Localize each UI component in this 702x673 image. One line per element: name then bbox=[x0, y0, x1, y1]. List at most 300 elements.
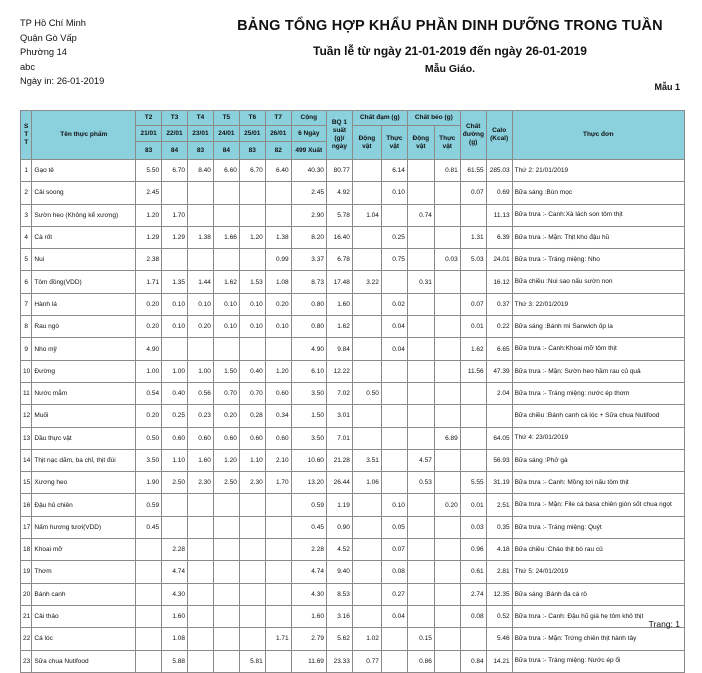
cell-fat-plant bbox=[434, 405, 460, 427]
cell-bq: 80.77 bbox=[326, 160, 352, 182]
cell-day: 2.28 bbox=[162, 539, 188, 561]
cell-day bbox=[136, 539, 162, 561]
cell-carb bbox=[460, 271, 486, 293]
cell-stt: 18 bbox=[21, 539, 32, 561]
cell-bq: 23.33 bbox=[326, 650, 352, 672]
cell-day bbox=[265, 204, 291, 226]
cell-food-name: Cải thảo bbox=[32, 605, 136, 627]
cell-carb: 0.96 bbox=[460, 539, 486, 561]
cell-protein-plant bbox=[381, 382, 407, 404]
cell-bq: 7.01 bbox=[326, 427, 352, 449]
cell-day: 5.81 bbox=[239, 650, 265, 672]
cell-fat-plant bbox=[434, 449, 460, 471]
cell-fat-plant bbox=[434, 182, 460, 204]
cell-menu: Bữa sáng :Phở gà bbox=[512, 449, 684, 471]
table-row bbox=[21, 405, 685, 427]
cell-protein-animal bbox=[352, 360, 381, 382]
col-stt: S T T bbox=[21, 111, 32, 160]
cell-day: 0.60 bbox=[187, 427, 213, 449]
cell-protein-animal: 1.04 bbox=[352, 204, 381, 226]
cell-day: 1.44 bbox=[187, 271, 213, 293]
col-count: 83 bbox=[187, 142, 213, 160]
cell-fat-animal: 0.31 bbox=[407, 271, 434, 293]
cell-calo: 0.35 bbox=[486, 516, 512, 538]
cell-carb: 0.08 bbox=[460, 605, 486, 627]
table-row bbox=[21, 293, 685, 315]
cell-total: 2.90 bbox=[291, 204, 326, 226]
cell-protein-plant: 0.07 bbox=[381, 539, 407, 561]
cell-day: 1.90 bbox=[136, 472, 162, 494]
school-info bbox=[20, 16, 104, 89]
cell-day bbox=[265, 182, 291, 204]
cell-food-name: Nấm hương tươi(VDD) bbox=[32, 516, 136, 538]
cell-protein-plant bbox=[381, 271, 407, 293]
cell-day bbox=[213, 561, 239, 583]
cell-protein-animal bbox=[352, 583, 381, 605]
cell-day bbox=[162, 338, 188, 360]
cell-total: 2.79 bbox=[291, 628, 326, 650]
cell-day bbox=[239, 539, 265, 561]
cell-stt: 20 bbox=[21, 583, 32, 605]
col-date: 22/01 bbox=[162, 126, 188, 142]
cell-food-name: Đậu hủ chiên bbox=[32, 494, 136, 516]
col-protein: Chất đạm (g) bbox=[352, 111, 407, 126]
cell-day bbox=[187, 539, 213, 561]
cell-day: 0.20 bbox=[265, 293, 291, 315]
cell-day: 1.29 bbox=[136, 226, 162, 248]
cell-day: 2.10 bbox=[265, 449, 291, 471]
cell-fat-animal bbox=[407, 605, 434, 627]
cell-day: 1.66 bbox=[213, 226, 239, 248]
col-fat-plant: Thực vật bbox=[434, 126, 460, 160]
cell-menu: Thứ 3: 22/01/2019 bbox=[512, 293, 684, 315]
cell-calo: 4.18 bbox=[486, 539, 512, 561]
cell-stt: 15 bbox=[21, 472, 32, 494]
cell-food-name: Tôm đồng(VDD) bbox=[32, 271, 136, 293]
cell-fat-plant bbox=[434, 316, 460, 338]
cell-protein-plant bbox=[381, 360, 407, 382]
cell-day: 1.70 bbox=[265, 472, 291, 494]
cell-bq: 0.90 bbox=[326, 516, 352, 538]
cell-day bbox=[187, 650, 213, 672]
cell-fat-animal: 0.86 bbox=[407, 650, 434, 672]
cell-day: 1.71 bbox=[136, 271, 162, 293]
col-day: T3 bbox=[162, 111, 188, 126]
cell-day: 0.20 bbox=[187, 316, 213, 338]
cell-day bbox=[213, 182, 239, 204]
cell-fat-animal bbox=[407, 561, 434, 583]
table-row bbox=[21, 583, 685, 605]
cell-fat-plant bbox=[434, 628, 460, 650]
xuat-label: Xuất bbox=[308, 146, 323, 154]
cell-day: 0.10 bbox=[213, 316, 239, 338]
cell-protein-animal bbox=[352, 316, 381, 338]
table-row bbox=[21, 561, 685, 583]
cell-fat-animal bbox=[407, 405, 434, 427]
report-title: BẢNG TỔNG HỢP KHẨU PHẦN DINH DƯỠNG TRONG TUẦN bbox=[237, 18, 663, 34]
cell-menu: Bữa trưa :- Canh:Khoai mỡ tôm thịt bbox=[512, 338, 684, 360]
cell-calo: 2.81 bbox=[486, 561, 512, 583]
cell-carb: 0.07 bbox=[460, 182, 486, 204]
cell-bq: 16.40 bbox=[326, 226, 352, 248]
cell-menu: Bữa chiều :Nui sao nấu sườn non bbox=[512, 271, 684, 293]
cell-day: 0.45 bbox=[136, 516, 162, 538]
city-line: TP Hồ Chí Minh bbox=[20, 18, 86, 28]
cell-food-name: Khoai mỡ bbox=[32, 539, 136, 561]
cell-day bbox=[136, 628, 162, 650]
cell-day: 6.70 bbox=[162, 160, 188, 182]
cell-food-name: Sữa chua Nutifood bbox=[32, 650, 136, 672]
cell-protein-plant: 0.04 bbox=[381, 338, 407, 360]
cell-stt: 2 bbox=[21, 182, 32, 204]
cell-stt: 3 bbox=[21, 204, 32, 226]
cell-day: 1.53 bbox=[239, 271, 265, 293]
cell-stt: 10 bbox=[21, 360, 32, 382]
cell-food-name: Nui bbox=[32, 249, 136, 271]
cell-fat-plant: 0.03 bbox=[434, 249, 460, 271]
cell-food-name: Cá lóc bbox=[32, 628, 136, 650]
cell-calo: 31.19 bbox=[486, 472, 512, 494]
cell-calo: 285.03 bbox=[486, 160, 512, 182]
cell-food-name: Thịt nạc dăm, ba chỉ, thịt đùi bbox=[32, 449, 136, 471]
cell-day bbox=[265, 605, 291, 627]
cell-day: 0.70 bbox=[213, 382, 239, 404]
cell-day bbox=[136, 561, 162, 583]
cell-day: 0.10 bbox=[162, 316, 188, 338]
cell-fat-animal bbox=[407, 382, 434, 404]
cell-fat-plant bbox=[434, 338, 460, 360]
cell-day: 0.20 bbox=[136, 405, 162, 427]
cell-total: 1.60 bbox=[291, 605, 326, 627]
col-count: 84 bbox=[213, 142, 239, 160]
cell-food-name: Cà rốt bbox=[32, 226, 136, 248]
cell-menu: Bữa trưa :- Tráng miệng: Quýt bbox=[512, 516, 684, 538]
cell-total: 40.30 bbox=[291, 160, 326, 182]
cell-day bbox=[213, 516, 239, 538]
cell-day: 2.38 bbox=[136, 249, 162, 271]
cell-day: 0.50 bbox=[136, 427, 162, 449]
cell-day: 1.62 bbox=[213, 271, 239, 293]
cell-day: 1.50 bbox=[213, 360, 239, 382]
cell-fat-plant bbox=[434, 360, 460, 382]
cell-day bbox=[136, 650, 162, 672]
cell-food-name: Muối bbox=[32, 405, 136, 427]
table-row bbox=[21, 472, 685, 494]
cell-fat-animal bbox=[407, 338, 434, 360]
cell-fat-animal: 0.53 bbox=[407, 472, 434, 494]
cell-food-name: Rau ngò bbox=[32, 316, 136, 338]
cell-day bbox=[187, 628, 213, 650]
cell-stt: 4 bbox=[21, 226, 32, 248]
cell-day: 1.10 bbox=[239, 449, 265, 471]
cell-bq: 7.02 bbox=[326, 382, 352, 404]
cell-protein-animal bbox=[352, 516, 381, 538]
cell-day: 5.88 bbox=[162, 650, 188, 672]
col-count: 82 bbox=[265, 142, 291, 160]
cell-food-name: Bánh canh bbox=[32, 583, 136, 605]
cell-day: 1.38 bbox=[265, 226, 291, 248]
cell-carb: 0.03 bbox=[460, 516, 486, 538]
cell-food-name: Nước mắm bbox=[32, 382, 136, 404]
cell-day: 0.40 bbox=[162, 382, 188, 404]
cell-day bbox=[239, 182, 265, 204]
cell-total: 10.60 bbox=[291, 449, 326, 471]
cell-day bbox=[187, 204, 213, 226]
cell-day: 0.20 bbox=[213, 405, 239, 427]
cell-protein-plant: 0.08 bbox=[381, 561, 407, 583]
cell-protein-plant: 0.10 bbox=[381, 182, 407, 204]
cell-protein-animal bbox=[352, 182, 381, 204]
cell-fat-animal bbox=[407, 160, 434, 182]
cell-fat-plant bbox=[434, 204, 460, 226]
cell-total: 6.10 bbox=[291, 360, 326, 382]
cell-day: 6.60 bbox=[213, 160, 239, 182]
cell-protein-plant: 0.02 bbox=[381, 293, 407, 315]
cell-day: 0.34 bbox=[265, 405, 291, 427]
cell-total: 2.28 bbox=[291, 539, 326, 561]
col-fat: Chất béo (g) bbox=[407, 111, 460, 126]
cell-protein-plant: 0.25 bbox=[381, 226, 407, 248]
table-row bbox=[21, 160, 685, 182]
cell-day: 1.20 bbox=[265, 360, 291, 382]
col-date: 26/01 bbox=[265, 126, 291, 142]
cell-fat-animal: 0.15 bbox=[407, 628, 434, 650]
col-count: 84 bbox=[162, 142, 188, 160]
cell-stt: 17 bbox=[21, 516, 32, 538]
col-day: T4 bbox=[187, 111, 213, 126]
cell-menu: Bữa trưa :- Mặn: Thịt kho đậu hũ bbox=[512, 226, 684, 248]
cell-day: 8.40 bbox=[187, 160, 213, 182]
cell-fat-plant: 0.81 bbox=[434, 160, 460, 182]
cell-food-name: Thơm bbox=[32, 561, 136, 583]
col-fat-animal: Động vật bbox=[407, 126, 434, 160]
cell-stt: 6 bbox=[21, 271, 32, 293]
cell-total: 8.20 bbox=[291, 226, 326, 248]
cell-total: 2.45 bbox=[291, 182, 326, 204]
col-day: T7 bbox=[265, 111, 291, 126]
cell-fat-animal bbox=[407, 516, 434, 538]
cell-protein-plant bbox=[381, 650, 407, 672]
cell-menu: Thứ 2: 21/01/2019 bbox=[512, 160, 684, 182]
col-total-days: 6 Ngày bbox=[291, 126, 326, 142]
cell-day: 0.60 bbox=[265, 427, 291, 449]
cell-day: 6.40 bbox=[265, 160, 291, 182]
table-row bbox=[21, 249, 685, 271]
cell-day bbox=[239, 628, 265, 650]
cell-day: 1.70 bbox=[162, 204, 188, 226]
cell-day: 1.29 bbox=[162, 226, 188, 248]
cell-food-name: Đường bbox=[32, 360, 136, 382]
cell-stt: 23 bbox=[21, 650, 32, 672]
cell-menu: Bữa trưa :- Mặn: Sườn heo hầm rau củ quả bbox=[512, 360, 684, 382]
cell-day bbox=[239, 605, 265, 627]
total-count: 499 bbox=[295, 146, 307, 154]
ward-line: Phường 14 bbox=[20, 47, 67, 58]
cell-day: 1.20 bbox=[239, 226, 265, 248]
cell-bq: 9.40 bbox=[326, 561, 352, 583]
cell-day: 1.00 bbox=[187, 360, 213, 382]
cell-protein-animal: 3.22 bbox=[352, 271, 381, 293]
cell-bq: 12.22 bbox=[326, 360, 352, 382]
cell-calo: 0.37 bbox=[486, 293, 512, 315]
cell-day: 1.38 bbox=[187, 226, 213, 248]
cell-day bbox=[265, 494, 291, 516]
table-row bbox=[21, 360, 685, 382]
cell-total: 0.59 bbox=[291, 494, 326, 516]
print-date: Ngày in: 26-01-2019 bbox=[20, 76, 105, 87]
cell-day: 0.10 bbox=[239, 316, 265, 338]
cell-menu: Thứ 5: 24/01/2019 bbox=[512, 561, 684, 583]
cell-bq: 3.16 bbox=[326, 605, 352, 627]
cell-fat-animal bbox=[407, 182, 434, 204]
week-range: Tuần lễ từ ngày 21-01-2019 đến ngày 26-01-2019 bbox=[313, 44, 587, 58]
cell-fat-animal bbox=[407, 293, 434, 315]
cell-day: 1.00 bbox=[162, 360, 188, 382]
cell-day bbox=[162, 182, 188, 204]
cell-carb: 5.55 bbox=[460, 472, 486, 494]
cell-protein-animal bbox=[352, 405, 381, 427]
cell-day: 0.60 bbox=[162, 427, 188, 449]
cell-bq: 17.48 bbox=[326, 271, 352, 293]
cell-day: 0.10 bbox=[213, 293, 239, 315]
cell-protein-plant: 0.04 bbox=[381, 605, 407, 627]
cell-day bbox=[213, 338, 239, 360]
cell-day bbox=[213, 249, 239, 271]
form-code: Mẫu 1 bbox=[654, 82, 680, 92]
table-row bbox=[21, 226, 685, 248]
cell-protein-animal bbox=[352, 293, 381, 315]
cell-fat-plant bbox=[434, 516, 460, 538]
cell-carb bbox=[460, 427, 486, 449]
cell-stt: 12 bbox=[21, 405, 32, 427]
cell-menu: Bữa sáng :Bún mọc bbox=[512, 182, 684, 204]
cell-day: 0.20 bbox=[136, 316, 162, 338]
cell-day bbox=[239, 338, 265, 360]
cell-fat-animal: 0.74 bbox=[407, 204, 434, 226]
cell-day bbox=[213, 650, 239, 672]
cell-calo: 47.39 bbox=[486, 360, 512, 382]
cell-stt: 19 bbox=[21, 561, 32, 583]
cell-day: 0.60 bbox=[265, 382, 291, 404]
cell-protein-plant bbox=[381, 427, 407, 449]
cell-stt: 16 bbox=[21, 494, 32, 516]
cell-total: 11.69 bbox=[291, 650, 326, 672]
cell-calo: 6.65 bbox=[486, 338, 512, 360]
cell-day bbox=[162, 516, 188, 538]
cell-bq: 21.28 bbox=[326, 449, 352, 471]
cell-menu: Bữa trưa :- Mặn: File cá basa chiên giòn sốt chua ngọt bbox=[512, 494, 684, 516]
cell-food-name: Sườn heo (Không kể xương) bbox=[32, 204, 136, 226]
cell-calo: 14.21 bbox=[486, 650, 512, 672]
cell-protein-animal bbox=[352, 539, 381, 561]
cell-food-name: Nho mỹ bbox=[32, 338, 136, 360]
cell-day bbox=[162, 494, 188, 516]
cell-day: 6.70 bbox=[239, 160, 265, 182]
school-name: abc bbox=[20, 61, 35, 72]
cell-protein-animal bbox=[352, 605, 381, 627]
cell-fat-plant bbox=[434, 650, 460, 672]
cell-stt: 7 bbox=[21, 293, 32, 315]
table-header bbox=[21, 111, 685, 160]
col-protein-plant: Thực vật bbox=[381, 126, 407, 160]
cell-day bbox=[213, 583, 239, 605]
cell-day: 0.54 bbox=[136, 382, 162, 404]
cell-total: 3.50 bbox=[291, 382, 326, 404]
cell-day bbox=[239, 494, 265, 516]
cell-day: 1.08 bbox=[162, 628, 188, 650]
cell-bq: 26.44 bbox=[326, 472, 352, 494]
cell-menu: Thứ 4: 23/01/2019 bbox=[512, 427, 684, 449]
col-menu: Thực đơn bbox=[512, 111, 684, 160]
cell-day: 1.10 bbox=[162, 449, 188, 471]
table-row bbox=[21, 382, 685, 404]
cell-protein-plant: 0.75 bbox=[381, 249, 407, 271]
nutrition-table bbox=[20, 110, 685, 673]
cell-carb bbox=[460, 449, 486, 471]
col-protein-animal: Động vật bbox=[352, 126, 381, 160]
cell-calo: 2.04 bbox=[486, 382, 512, 404]
table-row bbox=[21, 449, 685, 471]
cell-day: 1.20 bbox=[136, 204, 162, 226]
cell-day: 1.60 bbox=[162, 605, 188, 627]
cell-menu: Bữa sáng :Bánh mì Sanwich ốp la bbox=[512, 316, 684, 338]
cell-day: 0.40 bbox=[239, 360, 265, 382]
cell-menu: Bữa sáng :Bánh đa cá rô bbox=[512, 583, 684, 605]
cell-stt: 5 bbox=[21, 249, 32, 271]
cell-fat-plant bbox=[434, 293, 460, 315]
cell-day: 0.20 bbox=[136, 293, 162, 315]
cell-day bbox=[187, 516, 213, 538]
cell-menu: Bữa trưa :- Canh: Đậu hũ giá hẹ tôm khô thịt bbox=[512, 605, 684, 627]
cell-total: 0.80 bbox=[291, 316, 326, 338]
cell-carb bbox=[460, 204, 486, 226]
cell-calo: 5.46 bbox=[486, 628, 512, 650]
cell-stt: 13 bbox=[21, 427, 32, 449]
cell-day bbox=[187, 561, 213, 583]
cell-day: 0.99 bbox=[265, 249, 291, 271]
cell-stt: 14 bbox=[21, 449, 32, 471]
cell-total: 13.20 bbox=[291, 472, 326, 494]
cell-day: 0.10 bbox=[239, 293, 265, 315]
cell-fat-plant bbox=[434, 561, 460, 583]
cell-fat-animal bbox=[407, 360, 434, 382]
cell-fat-plant: 0.20 bbox=[434, 494, 460, 516]
cell-menu: Bữa trưa :- Tráng miệng: Nước ép ổi bbox=[512, 650, 684, 672]
cell-fat-plant bbox=[434, 472, 460, 494]
cell-day bbox=[213, 494, 239, 516]
cell-stt: 9 bbox=[21, 338, 32, 360]
col-day: T2 bbox=[136, 111, 162, 126]
cell-day: 0.10 bbox=[162, 293, 188, 315]
cell-day: 1.00 bbox=[136, 360, 162, 382]
cell-fat-plant bbox=[434, 382, 460, 404]
cell-day: 1.08 bbox=[265, 271, 291, 293]
table-row bbox=[21, 516, 685, 538]
cell-day: 1.35 bbox=[162, 271, 188, 293]
cell-day: 0.60 bbox=[239, 427, 265, 449]
cell-protein-plant: 0.10 bbox=[381, 494, 407, 516]
cell-carb: 2.74 bbox=[460, 583, 486, 605]
cell-fat-animal bbox=[407, 539, 434, 561]
table-row bbox=[21, 204, 685, 226]
cell-total: 1.50 bbox=[291, 405, 326, 427]
cell-carb: 1.31 bbox=[460, 226, 486, 248]
cell-protein-plant bbox=[381, 405, 407, 427]
cell-protein-animal: 0.50 bbox=[352, 382, 381, 404]
cell-protein-plant: 0.05 bbox=[381, 516, 407, 538]
cell-stt: 11 bbox=[21, 382, 32, 404]
page-number: Trang: 1 bbox=[648, 619, 680, 629]
